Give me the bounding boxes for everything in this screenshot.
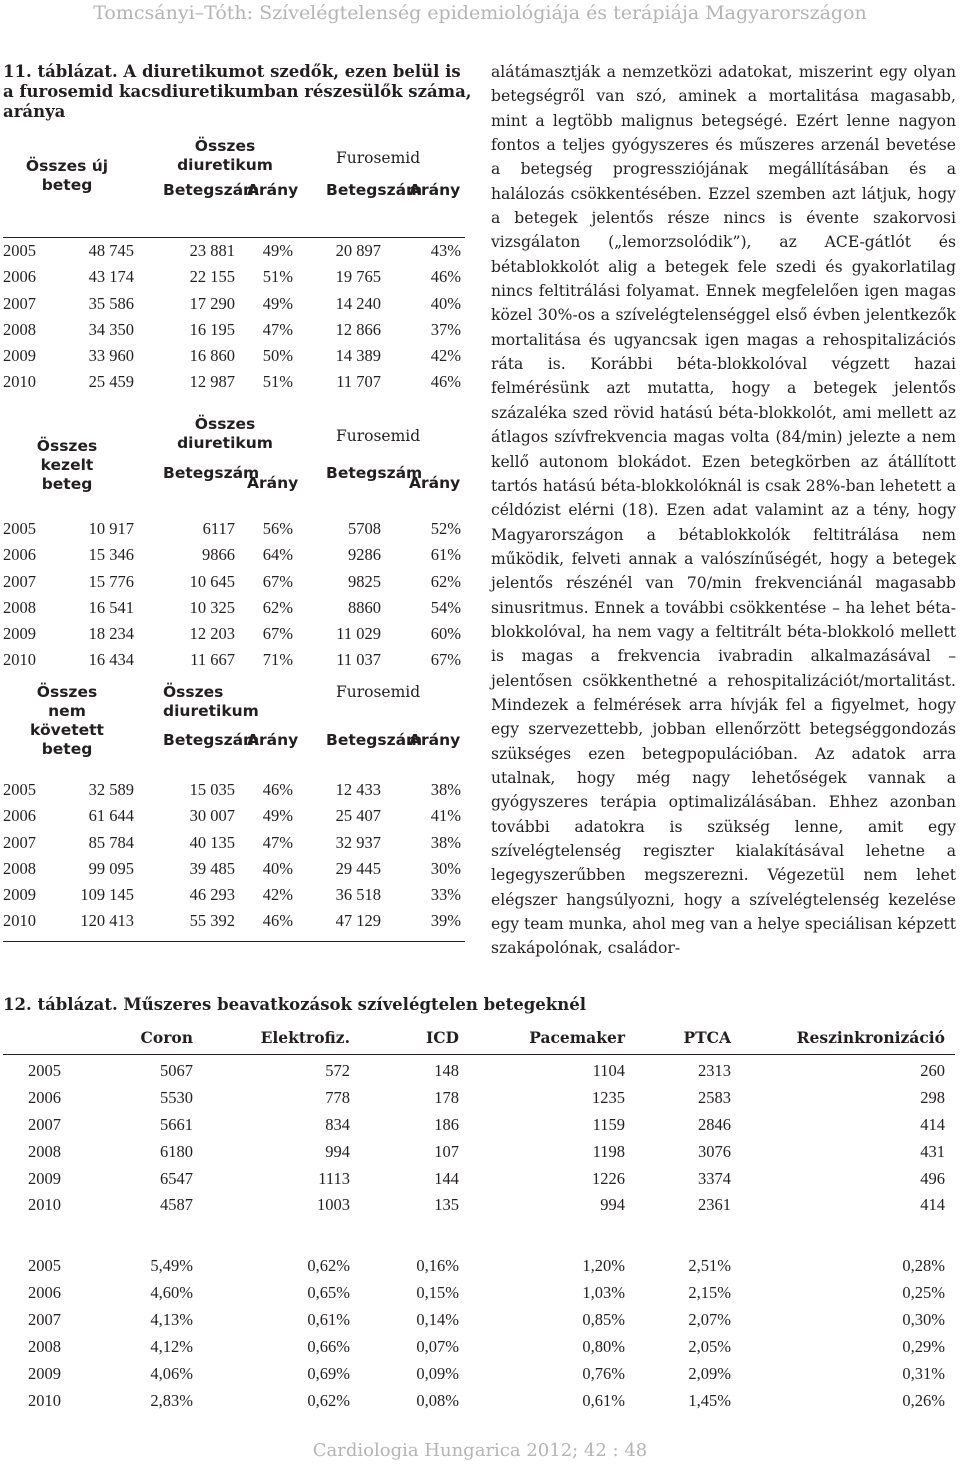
cell-value: 6547 [160,1168,193,1188]
cell-value: 2,51% [688,1256,731,1276]
cell-year: 2008 [3,597,36,617]
cell-year: 2009 [3,346,36,366]
cell-value: 0,16% [416,1256,459,1276]
cell-d-ratio: 67% [262,624,293,644]
cell-year: 2007 [28,1310,61,1330]
table-row [3,1139,955,1166]
cell-f-count: 20 897 [335,241,381,260]
cell-value: 2,05% [688,1337,731,1357]
table-11-rows [3,778,465,936]
table-row [3,1112,955,1139]
group-header-diuretikum: Összes diuretikum [177,137,273,174]
cell-value: 0,80% [582,1337,625,1357]
cell-value: 107 [434,1141,459,1161]
cell-value: 2361 [698,1195,731,1215]
cell-value: 1003 [317,1195,350,1215]
cell-d-count: 15 035 [189,780,235,799]
cell-year: 2005 [28,1061,61,1080]
cell-value: 5530 [160,1087,193,1107]
cell-value: 1,03% [582,1283,625,1303]
cell-year: 2005 [3,780,36,799]
cell-value: 2,83% [150,1390,193,1410]
cell-value: 2583 [698,1087,731,1107]
cell-d-count: 17 290 [189,293,235,313]
body-text-column [491,60,956,961]
cell-value: 834 [325,1114,350,1134]
cell-year: 2008 [3,319,36,339]
cell-value: 2,07% [688,1310,731,1330]
cell-total: 32 589 [88,780,134,799]
cell-d-count: 55 392 [189,911,235,931]
cell-value: 0,08% [416,1390,459,1410]
cell-f-ratio: 43% [430,241,461,260]
group-header-diuretikum: Összes diuretikum [177,415,273,452]
subheader-arany: Arány [247,474,299,492]
cell-d-ratio: 49% [262,241,293,260]
column-header: PTCA [683,1028,731,1047]
table-11-section [3,137,465,397]
cell-total: 120 413 [80,911,134,931]
cell-d-count: 30 007 [189,806,235,826]
cell-f-ratio: 41% [430,806,461,826]
cell-d-count: 6117 [202,519,235,538]
subheader-betegszam: Betegszám [326,464,423,482]
cell-d-ratio: 51% [262,372,293,392]
cell-value: 0,61% [307,1310,350,1330]
cell-value: 260 [920,1061,945,1080]
cell-f-ratio: 54% [430,597,461,617]
cell-d-ratio: 67% [262,571,293,591]
column-header: Elektrofiz. [260,1028,350,1047]
cell-total: 34 350 [88,319,134,339]
cell-year: 2008 [28,1337,61,1357]
cell-f-ratio: 61% [430,545,461,565]
table-row [3,622,465,648]
cell-value: 0,29% [902,1337,945,1357]
cell-value: 4587 [160,1195,193,1215]
cell-value: 2313 [698,1061,731,1080]
cell-year: 2009 [28,1363,61,1383]
cell-year: 2005 [3,519,36,538]
cell-total: 16 434 [88,650,134,670]
cell-year: 2006 [3,267,36,287]
cell-year: 2008 [3,858,36,878]
cell-value: 0,66% [307,1337,350,1357]
subheader-arany: Arány [409,474,461,492]
cell-value: 0,30% [902,1310,945,1330]
table-row [3,1058,955,1085]
cell-f-ratio: 37% [430,319,461,339]
cell-value: 1,20% [582,1256,625,1276]
cell-value: 1159 [592,1114,625,1134]
cell-value: 3076 [698,1141,731,1161]
cell-f-ratio: 42% [430,346,461,366]
cell-year: 2006 [28,1283,61,1303]
cell-f-count: 5708 [348,519,381,538]
cell-value: 5067 [160,1061,193,1080]
table-11-section-header [3,137,465,237]
table-12-header [3,1022,955,1054]
cell-value: 414 [920,1114,945,1134]
cell-d-ratio: 47% [262,319,293,339]
cell-year: 2007 [3,571,36,591]
cell-value: 0,69% [307,1363,350,1383]
table-row [3,883,465,909]
cell-year: 2006 [3,545,36,565]
cell-value: 0,62% [307,1390,350,1410]
cell-year: 2009 [28,1168,61,1188]
cell-total: 15 776 [88,571,134,591]
cell-year: 2010 [28,1390,61,1410]
cell-d-count: 10 325 [189,597,235,617]
cell-value: 0,76% [582,1363,625,1383]
table-row [3,517,465,543]
table-12-percents [3,1253,955,1414]
cell-total: 48 745 [88,241,134,260]
cell-year: 2010 [3,372,36,392]
subheader-betegszam: Betegszám [163,181,260,199]
cell-value: 3374 [698,1168,731,1188]
body-paragraph: alátámasztják a nemzetközi adatokat, miszerint egy olyan betegségről van szó, aminek a mortalitása magasabb, mint a legtöbb malignus betegségé. Ezért lenne nagyon fontos a teljes gyógyszeres és műszeres arzenál bevetése a betegség progressziójának megállításában és a halálozás csökkentésében. Ezzel szemben azt látjuk, hogy a betegek jelentős része nincs is évente szakorvosi vizsgálaton („lemorzsolódik”), az ACE-gátlót és bétablokkolót alig a betegek fele szedi és gyakorlatilag nincs feltitrálási folyamat. Ennek megfelelően igen magas közel 30%-os a szívelégtelenséggel első évben jelentkezők mortalitása és ugyancsak igen magas a rehospitalizációs ráta is. Korábbi béta-blokkolóval végzett hazai felmérésünk azt mutatta, hogy a betegek jelentős százaléka szed rövid hatású béta-blokkolót, ami mellett az átlagos szívfrekvencia magas volta (84/min) jelezte a nem kellő autonom blokádot. Ezen betegkörben az átállított tartós hatású béta-blokkolóknál is csak 28%-ban lehetett a céldózist elérni (18). Ezen adat valamint az a tény, hogy Magyarországon a bétablokkolók feltitrálása nem működik, felveti annak a valószínűségét, hogy a betegek jelentős részénél van 70/min frekvenciánál magasabb sinusritmus. Ennek a további csökkentése – ha lehet béta-blokkolóval, ha nem vagy a feltitrált béta-blokkoló mellett is magas a frekvencia ivabradin alkalmazásával – jelentősen csökkenthetné a rehospitalizációt/mortalitást. Mindezek a felmérések arra hívják fel a figyelmet, hogy egy szervezettebb, jobban ellenőrzött betegséggondozás szükséges ezen betegpopulációban. Az adatok arra utalnak, hogy még nagy lehetőségek vannak a gyógyszeres terápia optimalizálásában. Ehhez azonban további adatokra is szükség lenne, amit egy szívelégtelenség regiszter kialakításával lehetne a legegyszerűbben megszerezni. Végezetül nem lehet elégszer hangsúlyozni, hogy a szívelégtelenség kezelése egy team munka, ahol meg van a helye speciálisan képzett szakápolónak, családor- [491,63,956,958]
column-header: Pacemaker [529,1028,625,1047]
table-12-header-rule [3,1054,955,1055]
subheader-arany: Arány [247,731,299,749]
cell-value: 0,09% [416,1363,459,1383]
cell-d-ratio: 40% [262,858,293,878]
cell-value: 5,49% [150,1256,193,1276]
table-11-section [3,683,465,936]
cell-f-ratio: 38% [430,780,461,799]
cell-total: 16 541 [88,597,134,617]
cell-year: 2009 [3,885,36,905]
cell-value: 414 [920,1195,945,1215]
table-row [3,648,465,674]
cell-f-ratio: 33% [430,885,461,905]
cell-value: 135 [434,1195,459,1215]
cell-value: 5661 [160,1114,193,1134]
cell-d-count: 9866 [202,545,235,565]
cell-d-ratio: 49% [262,806,293,826]
cell-year: 2010 [3,650,36,670]
cell-value: 148 [434,1061,459,1080]
cell-f-count: 14 389 [335,346,381,366]
table-11-rows [3,517,465,675]
cell-value: 1235 [592,1087,625,1107]
group-header-furosemid: Furosemid [336,149,421,167]
cell-total: 18 234 [88,624,134,644]
cell-d-count: 40 135 [189,832,235,852]
cell-f-ratio: 67% [430,650,461,670]
cell-year: 2010 [3,911,36,931]
cell-f-count: 11 037 [336,650,381,670]
cell-year: 2005 [28,1256,61,1276]
cell-value: 1198 [592,1141,625,1161]
cell-f-count: 32 937 [335,832,381,852]
subheader-betegszam: Betegszám [163,464,260,482]
table-12-counts [3,1058,955,1219]
cell-f-count: 19 765 [335,267,381,287]
cell-value: 0,07% [416,1337,459,1357]
column-header: Reszinkronizáció [796,1028,945,1047]
table-11-caption: 11. táblázat. A diuretikumot szedők, ezen belül is a furosemid kacsdiuretikumban részesülők száma, aránya [3,62,472,121]
table-row [3,1166,955,1193]
subheader-arany: Arány [409,181,461,199]
cell-d-ratio: 42% [262,885,293,905]
cell-d-ratio: 62% [262,597,293,617]
cell-value: 496 [920,1168,945,1188]
table-row [3,265,465,291]
table-11-header-rule [3,237,465,238]
cell-d-count: 39 485 [189,858,235,878]
cell-d-ratio: 56% [262,519,293,538]
cell-f-ratio: 39% [430,911,461,931]
cell-value: 0,25% [902,1283,945,1303]
cell-f-ratio: 46% [430,372,461,392]
cell-value: 4,13% [150,1310,193,1330]
cell-total: 25 459 [88,372,134,392]
cell-total: 109 145 [80,885,134,905]
cell-value: 1,45% [688,1390,731,1410]
cell-value: 1104 [592,1061,625,1080]
subheader-betegszam: Betegszám [163,731,260,749]
table-row [3,1085,955,1112]
cell-d-count: 46 293 [189,885,235,905]
cell-total: 10 917 [88,519,134,538]
table-row [3,318,465,344]
column-header: ICD [425,1028,459,1047]
cell-value: 0,65% [307,1283,350,1303]
cell-value: 0,28% [902,1256,945,1276]
table-row [3,1280,955,1307]
subheader-betegszam: Betegszám [326,731,423,749]
cell-f-count: 9286 [348,545,381,565]
cell-d-count: 11 667 [190,650,235,670]
cell-f-ratio: 52% [430,519,461,538]
cell-value: 4,12% [150,1337,193,1357]
cell-year: 2007 [3,293,36,313]
cell-d-count: 12 987 [189,372,235,392]
cell-value: 994 [600,1195,625,1215]
table-11-section-header [3,683,465,776]
cell-d-count: 16 195 [189,319,235,339]
subheader-betegszam: Betegszám [326,181,423,199]
group-header-diuretikum: Összes diuretikum [163,683,259,720]
cell-f-ratio: 60% [430,624,461,644]
cell-f-ratio: 62% [430,571,461,591]
table-row [3,344,465,370]
cell-d-ratio: 50% [262,346,293,366]
cell-total: 35 586 [88,293,134,313]
cell-value: 431 [920,1141,945,1161]
cell-value: 994 [325,1141,350,1161]
cell-year: 2010 [28,1195,61,1215]
subheader-arany: Arány [409,731,461,749]
cell-d-count: 22 155 [189,267,235,287]
running-header: Tomcsányi–Tóth: Szívelégtelenség epidemiológiája és terápiája Magyarországon [93,2,867,24]
cell-value: 298 [920,1087,945,1107]
cell-d-ratio: 46% [262,911,293,931]
table-row [3,1253,955,1280]
cell-d-ratio: 71% [262,650,293,670]
cell-f-count: 12 866 [335,319,381,339]
table-11-section-header [3,415,465,515]
table-row [3,804,465,830]
cell-value: 1113 [318,1168,350,1188]
running-footer: Cardiologia Hungarica 2012; 42 : 48 [312,1440,648,1461]
table-11-rows [3,239,465,397]
cell-total: 85 784 [88,832,134,852]
table-row [3,292,465,318]
cell-value: 2,09% [688,1363,731,1383]
table-row [3,857,465,883]
cell-f-count: 12 433 [335,780,381,799]
cell-value: 0,26% [902,1390,945,1410]
table-12-caption: 12. táblázat. Műszeres beavatkozások szívelégtelen betegeknél [3,995,586,1014]
cell-f-ratio: 40% [430,293,461,313]
cell-d-count: 12 203 [189,624,235,644]
cell-f-ratio: 46% [430,267,461,287]
table-row [3,570,465,596]
cell-total: 15 346 [88,545,134,565]
table-row [3,778,465,804]
cell-year: 2007 [28,1114,61,1134]
cell-f-ratio: 38% [430,832,461,852]
cell-year: 2007 [3,832,36,852]
cell-d-ratio: 47% [262,832,293,852]
cell-total: 43 174 [88,267,134,287]
cell-total: 33 960 [88,346,134,366]
cell-total: 99 095 [88,858,134,878]
table-11-section [3,415,465,675]
table-row [3,596,465,622]
cell-year: 2009 [3,624,36,644]
cell-value: 0,31% [902,1363,945,1383]
table-row [3,1334,955,1361]
table-11-bottom-rule [3,941,465,942]
cell-value: 186 [434,1114,459,1134]
column-header: Coron [140,1028,193,1047]
table-row [3,1388,955,1415]
cell-f-ratio: 30% [430,858,461,878]
table-row [3,909,465,935]
group-header-furosemid: Furosemid [336,427,421,445]
group-header-furosemid: Furosemid [336,683,421,701]
cell-d-ratio: 51% [262,267,293,287]
cell-f-count: 8860 [348,597,381,617]
cell-d-count: 16 860 [189,346,235,366]
cell-f-count: 36 518 [335,885,381,905]
cell-f-count: 9825 [348,571,381,591]
cell-value: 572 [325,1061,350,1080]
cell-d-ratio: 49% [262,293,293,313]
cell-year: 2006 [28,1087,61,1107]
cell-value: 0,15% [416,1283,459,1303]
cell-value: 4,06% [150,1363,193,1383]
cell-value: 2,15% [688,1283,731,1303]
cell-value: 1226 [592,1168,625,1188]
cell-value: 178 [434,1087,459,1107]
cell-d-ratio: 46% [262,780,293,799]
first-column-header: Összes nem követett beteg [30,683,104,758]
cell-value: 0,62% [307,1256,350,1276]
subheader-arany: Arány [247,181,299,199]
cell-value: 4,60% [150,1283,193,1303]
cell-year: 2005 [3,241,36,260]
table-12 [3,1022,955,1415]
cell-value: 6180 [160,1141,193,1161]
cell-f-count: 29 445 [335,858,381,878]
cell-f-count: 11 707 [336,372,381,392]
table-row [3,1192,955,1219]
cell-value: 778 [325,1087,350,1107]
cell-year: 2008 [28,1141,61,1161]
cell-value: 144 [434,1168,459,1188]
cell-d-count: 23 881 [189,241,235,260]
first-column-header: Összes új beteg [25,157,109,194]
cell-value: 0,61% [582,1390,625,1410]
cell-value: 0,85% [582,1310,625,1330]
cell-year: 2006 [3,806,36,826]
table-row [3,831,465,857]
cell-f-count: 11 029 [336,624,381,644]
table-row [3,239,465,265]
table-row [3,543,465,569]
cell-total: 61 644 [88,806,134,826]
cell-f-count: 14 240 [335,293,381,313]
table-row [3,1307,955,1334]
cell-f-count: 47 129 [335,911,381,931]
first-column-header: Összes kezelt beteg [36,437,98,493]
table-row [3,1361,955,1388]
cell-d-count: 10 645 [189,571,235,591]
cell-d-ratio: 64% [262,545,293,565]
cell-f-count: 25 407 [335,806,381,826]
cell-value: 0,14% [416,1310,459,1330]
table-row [3,370,465,396]
cell-value: 2846 [698,1114,731,1134]
